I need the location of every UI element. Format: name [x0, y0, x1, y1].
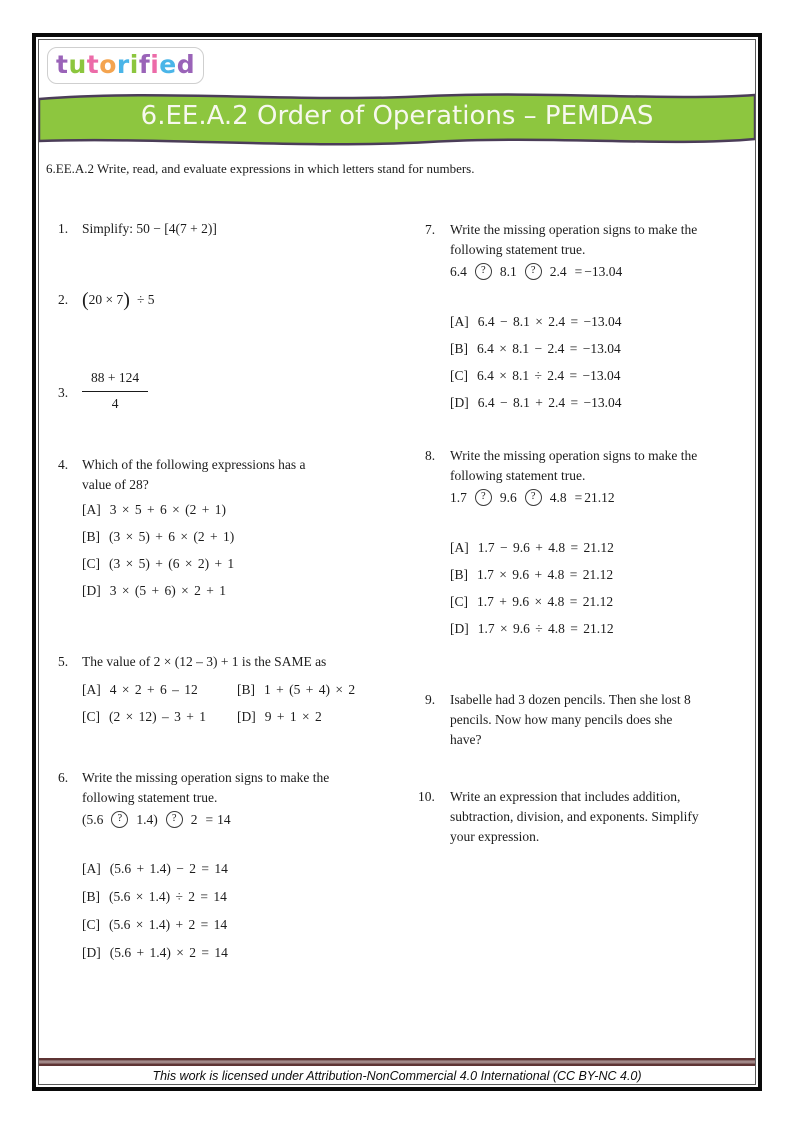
question-number: 7. — [425, 222, 436, 237]
question-text-line: Which of the following expressions has a — [82, 457, 306, 472]
statement-term: 6.4 — [450, 264, 467, 279]
option-label: [D] — [82, 945, 101, 960]
option-text: (3 × 5) + 6 × (2 + 1) — [109, 529, 235, 544]
fraction — [82, 368, 148, 414]
option-row — [82, 915, 227, 935]
fraction-numerator: 88 + 124 — [82, 368, 148, 392]
option-label: [A] — [82, 682, 101, 697]
option-label: [B] — [450, 567, 468, 582]
question-mark-circle: ? — [111, 811, 128, 828]
title-banner — [39, 87, 755, 149]
option-text: 9 + 1 × 2 — [264, 709, 322, 724]
question-1 — [58, 219, 217, 239]
left-paren: ( — [82, 289, 89, 311]
question-text-line: pencils. Now how many pencils does she — [450, 712, 673, 727]
option-label: [C] — [82, 917, 100, 932]
option-label: [B] — [82, 889, 100, 904]
question-number: 9. — [425, 692, 436, 707]
option-row — [82, 887, 227, 907]
option-row — [450, 592, 613, 612]
option-label: [C] — [450, 594, 468, 609]
option-row — [237, 707, 322, 727]
option-row — [450, 538, 614, 558]
standard-description: 6.EE.A.2 Write, read, and evaluate expressions in which letters stand for numbers. — [46, 161, 475, 176]
question-expression-tail: ÷ 5 — [136, 292, 155, 307]
right-paren: ) — [123, 289, 130, 311]
option-label: [D] — [450, 395, 469, 410]
option-text: 1 + (5 + 4) × 2 — [264, 682, 356, 697]
question-text-line: Write the missing operation signs to make the — [450, 448, 698, 463]
statement-result: 21.12 — [584, 490, 615, 505]
statement-row — [450, 488, 615, 508]
option-text: 3 × 5 + 6 × (2 + 1) — [109, 502, 226, 517]
worksheet-page — [32, 33, 762, 1091]
option-text: (5.6 + 1.4) − 2 = 14 — [109, 861, 228, 876]
question-text-line: Write an expression that includes addition, — [450, 789, 681, 804]
option-text: (5.6 + 1.4) × 2 = 14 — [109, 945, 228, 960]
option-label: [D] — [82, 583, 101, 598]
question-mark-circle: ? — [525, 263, 542, 280]
option-label: [C] — [450, 368, 468, 383]
question-number: 2. — [58, 292, 69, 307]
option-text: 1.7 − 9.6 + 4.8 = 21.12 — [477, 540, 614, 555]
question-number: 1. — [58, 221, 69, 236]
question-text-line: Write the missing operation signs to make the — [450, 222, 698, 237]
option-label: [C] — [82, 709, 100, 724]
logo-letter: r — [116, 50, 130, 79]
statement-term: 4.8 — [549, 490, 567, 505]
option-label: [C] — [82, 556, 100, 571]
question-mark-circle: ? — [475, 263, 492, 280]
logo-letter: i — [129, 50, 139, 79]
logo-letter: e — [159, 50, 177, 79]
option-row — [82, 680, 198, 700]
question-expression: 20 × 7 — [88, 292, 124, 307]
statement-term: (5.6 — [82, 812, 104, 827]
option-text: (5.6 × 1.4) ÷ 2 = 14 — [109, 889, 227, 904]
logo-letter: t — [86, 50, 100, 79]
option-label: [A] — [82, 861, 101, 876]
tutorified-logo — [47, 47, 204, 84]
question-number: 8. — [425, 448, 436, 463]
statement-row — [82, 810, 231, 830]
statement-term: 9.6 — [499, 490, 517, 505]
logo-letter: o — [99, 50, 117, 79]
option-row — [82, 581, 226, 601]
page-inner-frame — [38, 39, 756, 1085]
question-10 — [418, 787, 699, 847]
question-mark-circle: ? — [525, 489, 542, 506]
question-mark-circle: ? — [475, 489, 492, 506]
option-row — [82, 527, 234, 547]
logo-letter: u — [68, 50, 87, 79]
question-2 — [58, 289, 155, 311]
question-6 — [58, 768, 330, 960]
statement-term: 2.4 — [549, 264, 567, 279]
statement-term: 2 — [190, 812, 198, 827]
option-text: 6.4 × 8.1 − 2.4 = −13.04 — [477, 341, 621, 356]
logo-letter: f — [138, 50, 151, 79]
statement-term: 8.1 — [499, 264, 517, 279]
statement-row — [450, 262, 622, 282]
question-number: 10. — [418, 789, 435, 804]
option-row — [82, 500, 226, 520]
option-label: [D] — [237, 709, 256, 724]
question-text-line: value of 28? — [82, 477, 149, 492]
option-row — [82, 707, 206, 727]
page-title: 6.EE.A.2 Order of Operations – PEMDAS — [140, 101, 654, 131]
statement-result: 14 — [217, 812, 231, 827]
logo-letter: t — [56, 50, 69, 79]
option-row — [82, 859, 228, 879]
question-number: 5. — [58, 654, 69, 669]
question-mark-circle: ? — [166, 811, 183, 828]
option-text: (3 × 5) + (6 × 2) + 1 — [109, 556, 235, 571]
question-text-line: your expression. — [450, 829, 540, 844]
option-text: 6.4 − 8.1 × 2.4 = −13.04 — [477, 314, 622, 329]
fraction-denominator: 4 — [111, 396, 119, 411]
option-text: 3 × (5 + 6) × 2 + 1 — [109, 583, 226, 598]
option-row — [450, 312, 621, 332]
option-label: [A] — [82, 502, 101, 517]
option-label: [A] — [450, 314, 469, 329]
question-text-line: Isabelle had 3 dozen pencils. Then she lost 8 — [450, 692, 691, 707]
footer-divider-bar — [39, 1058, 755, 1066]
question-text-line: The value of 2 × (12 – 3) + 1 is the SAME as — [82, 654, 327, 669]
logo-letter: i — [150, 50, 160, 79]
option-text: (5.6 × 1.4) + 2 = 14 — [109, 917, 228, 932]
option-row — [450, 366, 621, 386]
option-text: 1.7 × 9.6 + 4.8 = 21.12 — [477, 567, 614, 582]
option-row — [450, 393, 621, 413]
question-text-line: have? — [450, 732, 482, 747]
option-row — [82, 943, 228, 963]
statement-term: 1.7 — [450, 490, 467, 505]
option-label: [D] — [450, 621, 469, 636]
option-text: 1.7 × 9.6 ÷ 4.8 = 21.12 — [477, 621, 614, 636]
option-row — [450, 565, 613, 585]
question-text-line: following statement true. — [450, 242, 586, 257]
equals-sign: = — [574, 490, 583, 505]
question-text-line: following statement true. — [450, 468, 586, 483]
question-3 — [58, 368, 148, 414]
question-8 — [425, 446, 698, 636]
question-text-line: subtraction, division, and exponents. Simplify — [450, 809, 699, 824]
option-row — [237, 680, 355, 700]
question-7 — [425, 220, 698, 410]
option-label: [A] — [450, 540, 469, 555]
option-text: 4 × 2 + 6 – 12 — [109, 682, 198, 697]
equals-sign: = — [205, 812, 214, 827]
question-number: 3. — [58, 385, 69, 400]
logo-letter: d — [176, 50, 196, 79]
question-4 — [58, 455, 306, 598]
question-number: 6. — [58, 770, 69, 785]
question-text-line: Write the missing operation signs to make the — [82, 770, 330, 785]
option-text: 6.4 × 8.1 ÷ 2.4 = −13.04 — [477, 368, 621, 383]
option-text: 1.7 + 9.6 × 4.8 = 21.12 — [477, 594, 614, 609]
option-row — [450, 619, 614, 639]
option-label: [B] — [237, 682, 255, 697]
statement-term: 1.4) — [136, 812, 158, 827]
question-5 — [58, 652, 356, 724]
license-text: This work is licensed under Attribution-NonCommercial 4.0 International (CC BY-NC 4.0) — [152, 1069, 642, 1083]
question-number: 4. — [58, 457, 69, 472]
option-label: [B] — [82, 529, 100, 544]
option-text: (2 × 12) – 3 + 1 — [109, 709, 206, 724]
statement-result: −13.04 — [584, 264, 623, 279]
option-label: [B] — [450, 341, 468, 356]
option-row — [82, 554, 234, 574]
question-text-line: following statement true. — [82, 790, 218, 805]
option-row — [450, 339, 621, 359]
option-text: 6.4 − 8.1 + 2.4 = −13.04 — [477, 395, 622, 410]
question-9 — [425, 690, 691, 750]
question-text: Simplify: 50 − [4(7 + 2)] — [82, 221, 217, 236]
equals-sign: = — [574, 264, 583, 279]
